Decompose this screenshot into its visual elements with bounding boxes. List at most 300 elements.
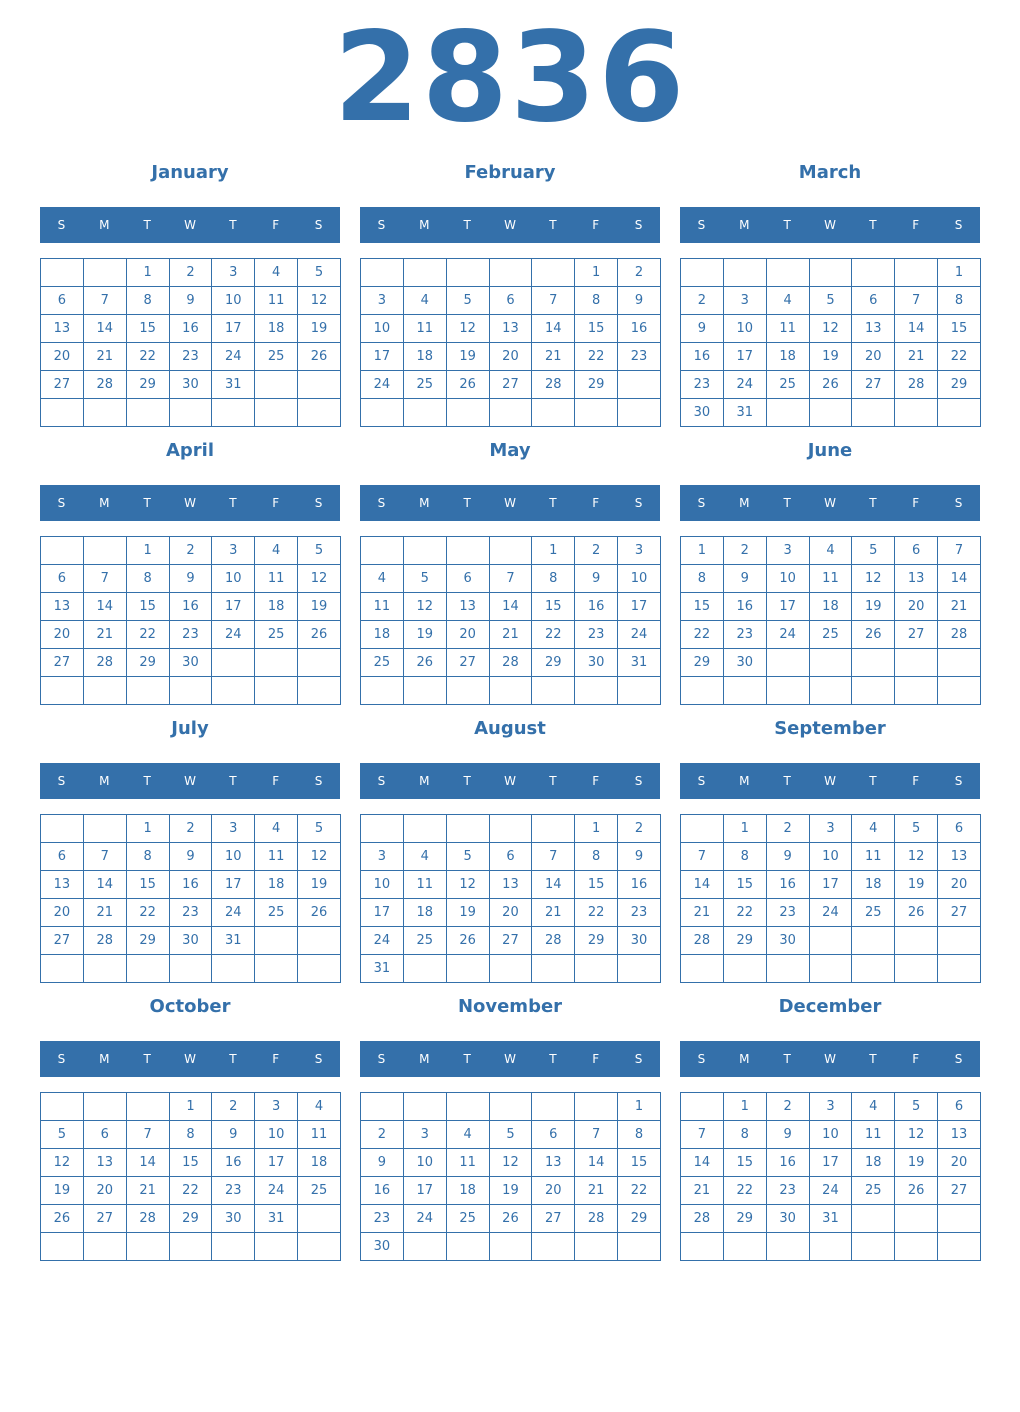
day-cell: 22 [575,343,618,371]
day-cell: 27 [41,927,84,955]
weekday-label: T [229,496,237,510]
empty-day-cell [938,927,981,955]
day-cell: 14 [489,593,532,621]
day-cell: 2 [681,287,724,315]
month-name: November [457,996,563,1017]
empty-day-cell [489,1233,532,1261]
empty-day-cell [532,1233,575,1261]
day-cell: 30 [681,399,724,427]
day-cell: 4 [361,565,404,593]
week-row [681,1149,981,1177]
day-cell: 14 [83,871,126,899]
empty-day-cell [489,815,532,843]
day-cell: 29 [618,1205,661,1233]
weekday-label: T [229,218,237,232]
day-cell: 26 [489,1205,532,1233]
empty-day-cell [723,259,766,287]
week-row [41,1093,341,1121]
day-cell: 11 [298,1121,341,1149]
empty-day-cell [766,259,809,287]
weekday-label: T [549,218,557,232]
empty-day-cell [809,927,852,955]
day-cell: 16 [681,343,724,371]
empty-day-cell [403,815,446,843]
day-cell: 9 [618,287,661,315]
empty-day-cell [83,1233,126,1261]
weekday-label: F [592,496,600,510]
day-cell: 28 [83,927,126,955]
day-cell: 19 [895,1149,938,1177]
empty-day-cell [83,537,126,565]
day-cell: 29 [126,371,169,399]
day-cell: 22 [575,899,618,927]
day-cell: 21 [489,621,532,649]
weekday-label: S [634,496,643,510]
day-cell: 30 [723,649,766,677]
day-cell: 1 [938,259,981,287]
week-row [681,815,981,843]
day-cell: 9 [575,565,618,593]
day-cell: 19 [298,871,341,899]
day-cell: 25 [852,1177,895,1205]
week-row [681,565,981,593]
month-name: September [774,718,886,739]
day-cell: 6 [852,287,895,315]
day-cell: 8 [681,565,724,593]
day-cell: 5 [41,1121,84,1149]
day-cell: 7 [83,843,126,871]
day-cell: 21 [532,343,575,371]
empty-day-cell [575,399,618,427]
day-cell: 1 [169,1093,212,1121]
empty-day-cell [766,677,809,705]
day-cell: 21 [83,343,126,371]
day-cell: 27 [41,371,84,399]
day-cell: 3 [212,815,255,843]
weekday-label: M [419,496,430,510]
day-cell: 22 [618,1177,661,1205]
weekday-label: T [463,218,471,232]
day-cell: 15 [532,593,575,621]
empty-day-cell [126,1233,169,1261]
empty-day-cell [41,815,84,843]
empty-day-cell [895,1205,938,1233]
day-cell: 18 [852,1149,895,1177]
day-cell: 18 [255,315,298,343]
day-cell: 3 [212,537,255,565]
day-cell: 11 [852,1121,895,1149]
week-row [681,315,981,343]
day-cell: 9 [766,1121,809,1149]
day-cell: 30 [169,649,212,677]
day-cell: 20 [41,899,84,927]
day-cell: 11 [766,315,809,343]
day-cell: 13 [532,1149,575,1177]
empty-day-cell [212,677,255,705]
week-row [41,565,341,593]
empty-day-cell [852,1205,895,1233]
weekday-label: F [912,1052,920,1066]
day-cell: 6 [41,565,84,593]
day-cell: 12 [852,565,895,593]
day-cell: 16 [575,593,618,621]
day-cell: 17 [403,1177,446,1205]
day-cell: 13 [41,871,84,899]
weekday-label: F [592,1052,600,1066]
weekday-label: S [954,774,963,788]
day-cell: 25 [403,927,446,955]
weekday-label: S [377,1052,386,1066]
day-cell: 5 [446,843,489,871]
day-cell: 30 [766,927,809,955]
empty-day-cell [361,1093,404,1121]
weekday-label: T [229,1052,237,1066]
week-row [681,871,981,899]
day-cell: 12 [298,565,341,593]
day-cell: 20 [895,593,938,621]
day-cell: 25 [446,1205,489,1233]
empty-day-cell [809,677,852,705]
day-cell: 11 [361,593,404,621]
day-cell: 4 [809,537,852,565]
day-cell: 2 [575,537,618,565]
day-cell: 20 [532,1177,575,1205]
empty-day-cell [169,1233,212,1261]
day-cell: 4 [255,537,298,565]
day-cell: 6 [41,843,84,871]
week-row [681,677,981,705]
empty-day-cell [41,259,84,287]
day-cell: 27 [446,649,489,677]
day-cell: 15 [169,1149,212,1177]
day-cell: 29 [681,649,724,677]
day-cell: 14 [126,1149,169,1177]
day-cell: 17 [361,899,404,927]
weekday-label: T [549,774,557,788]
day-cell: 13 [41,315,84,343]
day-cell: 6 [41,287,84,315]
day-cell: 24 [403,1205,446,1233]
day-grid [680,536,981,705]
weekday-header [360,485,660,521]
day-cell: 12 [446,315,489,343]
day-cell: 7 [532,287,575,315]
week-row [41,1233,341,1261]
empty-day-cell [895,1233,938,1261]
day-cell: 4 [403,843,446,871]
empty-day-cell [255,371,298,399]
day-cell: 16 [361,1177,404,1205]
day-cell: 30 [575,649,618,677]
day-cell: 4 [298,1093,341,1121]
day-cell: 8 [126,287,169,315]
empty-day-cell [852,399,895,427]
empty-day-cell [489,259,532,287]
day-cell: 15 [126,593,169,621]
empty-day-cell [895,677,938,705]
week-row [681,955,981,983]
day-cell: 27 [938,1177,981,1205]
day-cell: 28 [489,649,532,677]
day-cell: 19 [809,343,852,371]
day-cell: 18 [255,871,298,899]
day-cell: 25 [403,371,446,399]
day-cell: 3 [618,537,661,565]
day-cell: 30 [212,1205,255,1233]
day-cell: 10 [618,565,661,593]
day-cell: 28 [126,1205,169,1233]
weekday-label: T [143,218,151,232]
weekday-label: F [912,774,920,788]
day-cell: 29 [938,371,981,399]
empty-day-cell [169,399,212,427]
day-cell: 20 [938,1149,981,1177]
week-row [41,927,341,955]
empty-day-cell [809,1233,852,1261]
weekday-label: S [634,218,643,232]
day-cell: 22 [126,899,169,927]
day-cell: 25 [255,899,298,927]
day-cell: 6 [446,565,489,593]
day-cell: 18 [403,899,446,927]
week-row [41,371,341,399]
empty-day-cell [361,677,404,705]
day-cell: 27 [41,649,84,677]
day-cell: 29 [532,649,575,677]
empty-day-cell [255,677,298,705]
week-row [361,399,661,427]
day-cell: 16 [169,871,212,899]
day-cell: 27 [489,371,532,399]
day-cell: 1 [126,815,169,843]
month-name: June [807,440,853,461]
day-cell: 8 [575,287,618,315]
day-cell: 19 [895,871,938,899]
day-grid [360,1092,661,1261]
day-cell: 13 [895,565,938,593]
day-cell: 4 [766,287,809,315]
day-cell: 6 [938,1093,981,1121]
empty-day-cell [895,399,938,427]
weekday-label: S [57,1052,66,1066]
week-row [361,843,661,871]
day-cell: 9 [169,843,212,871]
day-cell: 1 [126,537,169,565]
empty-day-cell [298,677,341,705]
day-cell: 4 [852,815,895,843]
week-row [41,343,341,371]
day-cell: 29 [575,371,618,399]
day-cell: 21 [575,1177,618,1205]
day-cell: 17 [618,593,661,621]
day-cell: 13 [446,593,489,621]
day-cell: 30 [169,371,212,399]
empty-day-cell [938,399,981,427]
weekday-label: M [99,1052,110,1066]
day-cell: 27 [532,1205,575,1233]
empty-day-cell [766,399,809,427]
day-cell: 16 [723,593,766,621]
day-cell: 12 [298,287,341,315]
weekday-label: M [99,218,110,232]
day-cell: 20 [489,899,532,927]
day-cell: 26 [446,371,489,399]
day-cell: 6 [895,537,938,565]
empty-day-cell [681,259,724,287]
weekday-label: S [954,1052,963,1066]
empty-day-cell [809,955,852,983]
day-cell: 22 [532,621,575,649]
empty-day-cell [446,399,489,427]
day-cell: 24 [618,621,661,649]
day-cell: 24 [723,371,766,399]
day-cell: 5 [298,259,341,287]
day-cell: 3 [212,259,255,287]
day-cell: 22 [938,343,981,371]
empty-day-cell [298,955,341,983]
day-cell: 2 [361,1121,404,1149]
day-cell: 9 [723,565,766,593]
empty-day-cell [41,537,84,565]
empty-day-cell [681,955,724,983]
day-cell: 10 [766,565,809,593]
empty-day-cell [403,537,446,565]
day-cell: 10 [361,315,404,343]
week-row [361,371,661,399]
week-row [681,259,981,287]
empty-day-cell [809,649,852,677]
week-row [681,899,981,927]
day-cell: 21 [895,343,938,371]
week-row [361,259,661,287]
day-cell: 10 [403,1149,446,1177]
week-row [361,1233,661,1261]
weekday-header [680,1041,980,1077]
day-cell: 23 [575,621,618,649]
day-cell: 6 [938,815,981,843]
day-cell: 20 [938,871,981,899]
week-row [361,287,661,315]
day-cell: 10 [361,871,404,899]
weekday-label: W [504,774,516,788]
weekday-label: S [634,1052,643,1066]
day-cell: 1 [681,537,724,565]
empty-day-cell [403,1233,446,1261]
day-grid [680,1092,981,1261]
day-cell: 24 [361,927,404,955]
day-cell: 20 [446,621,489,649]
week-row [361,649,661,677]
day-cell: 3 [361,843,404,871]
weekday-label: F [272,218,280,232]
day-cell: 7 [126,1121,169,1149]
day-cell: 9 [681,315,724,343]
weekday-header [40,485,340,521]
week-row [681,649,981,677]
day-cell: 14 [532,871,575,899]
empty-day-cell [446,1093,489,1121]
day-cell: 5 [298,537,341,565]
day-cell: 6 [532,1121,575,1149]
day-cell: 8 [126,565,169,593]
day-cell: 6 [83,1121,126,1149]
day-cell: 11 [403,871,446,899]
day-cell: 5 [895,815,938,843]
day-cell: 12 [489,1149,532,1177]
day-cell: 23 [618,343,661,371]
day-cell: 22 [169,1177,212,1205]
empty-day-cell [766,955,809,983]
day-cell: 12 [809,315,852,343]
week-row [361,1149,661,1177]
empty-day-cell [446,537,489,565]
day-cell: 19 [298,593,341,621]
day-cell: 12 [446,871,489,899]
day-cell: 5 [446,287,489,315]
day-cell: 21 [532,899,575,927]
weekday-label: F [912,496,920,510]
day-cell: 2 [618,259,661,287]
empty-day-cell [446,1233,489,1261]
day-cell: 25 [809,621,852,649]
day-cell: 11 [809,565,852,593]
week-row [361,565,661,593]
week-row [41,259,341,287]
day-cell: 8 [618,1121,661,1149]
day-cell: 25 [255,621,298,649]
day-cell: 2 [212,1093,255,1121]
weekday-label: S [314,218,323,232]
day-cell: 31 [618,649,661,677]
empty-day-cell [681,1233,724,1261]
day-cell: 30 [361,1233,404,1261]
day-cell: 8 [169,1121,212,1149]
day-cell: 19 [489,1177,532,1205]
day-cell: 16 [766,1149,809,1177]
day-cell: 2 [766,1093,809,1121]
weekday-label: F [592,218,600,232]
empty-day-cell [895,259,938,287]
day-cell: 23 [169,343,212,371]
day-cell: 17 [255,1149,298,1177]
day-cell: 29 [126,649,169,677]
day-cell: 19 [41,1177,84,1205]
day-cell: 18 [403,343,446,371]
day-cell: 23 [361,1205,404,1233]
day-cell: 3 [403,1121,446,1149]
empty-day-cell [618,399,661,427]
day-grid [360,814,661,983]
weekday-label: F [592,774,600,788]
day-cell: 4 [852,1093,895,1121]
day-cell: 4 [255,815,298,843]
week-row [681,927,981,955]
weekday-label: W [184,1052,196,1066]
week-row [681,593,981,621]
day-cell: 8 [723,1121,766,1149]
empty-day-cell [532,399,575,427]
empty-day-cell [83,259,126,287]
weekday-label: S [57,218,66,232]
day-cell: 17 [766,593,809,621]
weekday-header [360,763,660,799]
empty-day-cell [532,259,575,287]
empty-day-cell [169,955,212,983]
day-cell: 19 [298,315,341,343]
day-cell: 26 [403,649,446,677]
week-row [361,593,661,621]
empty-day-cell [361,537,404,565]
